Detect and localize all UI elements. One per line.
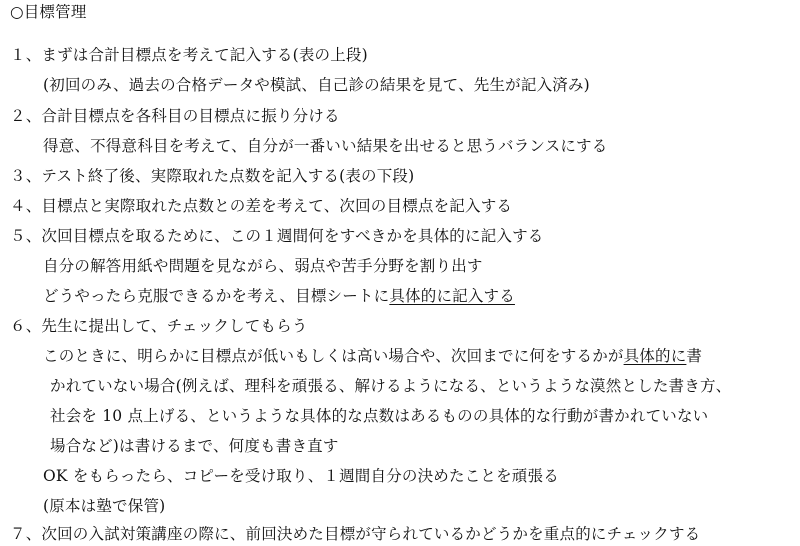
item-1-note: (初回のみ、過去の合格データや模試、自己診の結果を見て、先生が記入済み)	[43, 76, 590, 94]
item-2-note: 得意、不得意科目を考えて、自分が一番いい結果を出せると思うバランスにする	[43, 137, 608, 155]
item-number: ２、	[10, 107, 42, 125]
list-item-3	[10, 166, 414, 186]
item-number: ７、	[10, 525, 42, 543]
item-text: まずは合計目標点を考えて記入する(表の上段)	[41, 46, 368, 64]
item-6-note-2: (原本は塾で保管)	[43, 497, 166, 515]
item-6-detail-line-1: このときに、明らかに目標点が低いもしくは高い場合や、次回までに何をするかが具体的に書	[43, 347, 703, 365]
item-text: 次回目標点を取るために、この１週間何をすべきかを具体的に記入する	[41, 227, 544, 245]
item-text: 先生に提出して、チェックしてもらう	[41, 317, 308, 335]
underlined-text: 具体的に記入する	[389, 287, 515, 305]
item-text: 目標点と実際取れた点数との差を考えて、次回の目標点を記入する	[41, 197, 513, 215]
item-5-note-underlined: どうやったら克服できるかを考え、目標シートに具体的に記入する	[43, 287, 515, 305]
item-5-note: 自分の解答用紙や問題を見ながら、弱点や苦手分野を割り出す	[43, 257, 483, 275]
item-number: ６、	[10, 317, 42, 335]
item-text: 次回の入試対策講座の際に、前回決めた目標が守られているかどうかを重点的にチェックする	[41, 525, 701, 543]
item-6-note-1: OK をもらったら、コピーを受け取り、１週間自分の決めたことを頑張る	[43, 467, 559, 485]
item-number: ３、	[10, 167, 42, 185]
list-item-6	[10, 316, 308, 336]
item-6-detail-line-2: かれていない場合(例えば、理科を頑張る、解けるようになる、というような漠然とした書き方、	[50, 377, 732, 395]
list-item-4	[10, 196, 512, 216]
item-number: １、	[10, 46, 42, 64]
list-item-1	[10, 45, 368, 65]
item-6-detail-line-4: 場合など)は書けるまで、何度も書き直す	[50, 437, 339, 455]
list-item-5	[10, 226, 544, 246]
item-number: ４、	[10, 197, 42, 215]
item-6-detail-line-3: 社会を 10 点上げる、というような具体的な点数はあるものの具体的な行動が書かれていない	[50, 407, 709, 425]
item-number: ５、	[10, 227, 42, 245]
item-text: テスト終了後、実際取れた点数を記入する(表の下段)	[41, 167, 415, 185]
list-item-7	[10, 524, 700, 544]
document-heading: ○目標管理	[10, 3, 87, 21]
item-text: 合計目標点を各科目の目標点に振り分ける	[41, 107, 340, 125]
list-item-2	[10, 106, 340, 126]
underlined-text: 具体的に	[623, 347, 687, 365]
